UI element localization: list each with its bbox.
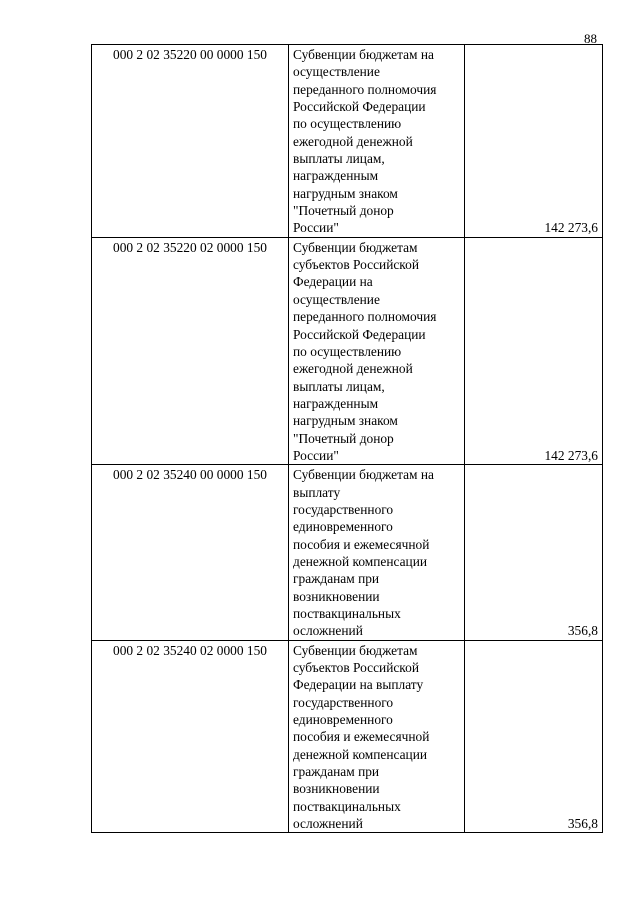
description-cell: Субвенции бюджетам субъектов Российской Федерации на выплату государственного единовременного пособия и ежемесячной денежной компенсации гражданам при возникновении поствакцинальных осложнений	[289, 640, 465, 833]
budget-code-cell: 000 2 02 35240 00 0000 150	[92, 465, 289, 640]
table-row	[92, 45, 603, 238]
page-number: 88	[584, 31, 597, 46]
budget-code-cell: 000 2 02 35240 02 0000 150	[92, 640, 289, 833]
description-cell: Субвенции бюджетам субъектов Российской Федерации на осуществление переданного полномочия Российской Федерации по осуществлению ежегодной денежной выплаты лицам, награжденным нагрудным знаком "Почетный донор России"	[289, 237, 465, 464]
description-cell: Субвенции бюджетам на выплату государственного единовременного пособия и ежемесячной денежной компенсации гражданам при возникновении поствакцинальных осложнений	[289, 465, 465, 640]
amount-cell: 142 273,6	[465, 237, 603, 464]
budget-table	[91, 44, 603, 833]
table-row	[92, 640, 603, 833]
table-row	[92, 465, 603, 640]
amount-cell: 356,8	[465, 640, 603, 833]
budget-code-cell: 000 2 02 35220 02 0000 150	[92, 237, 289, 464]
amount-cell: 356,8	[465, 465, 603, 640]
table-row	[92, 237, 603, 464]
budget-code-cell: 000 2 02 35220 00 0000 150	[92, 45, 289, 238]
description-cell: Субвенции бюджетам на осуществление переданного полномочия Российской Федерации по осуществлению ежегодной денежной выплаты лицам, награжденным нагрудным знаком "Почетный донор России"	[289, 45, 465, 238]
amount-cell: 142 273,6	[465, 45, 603, 238]
